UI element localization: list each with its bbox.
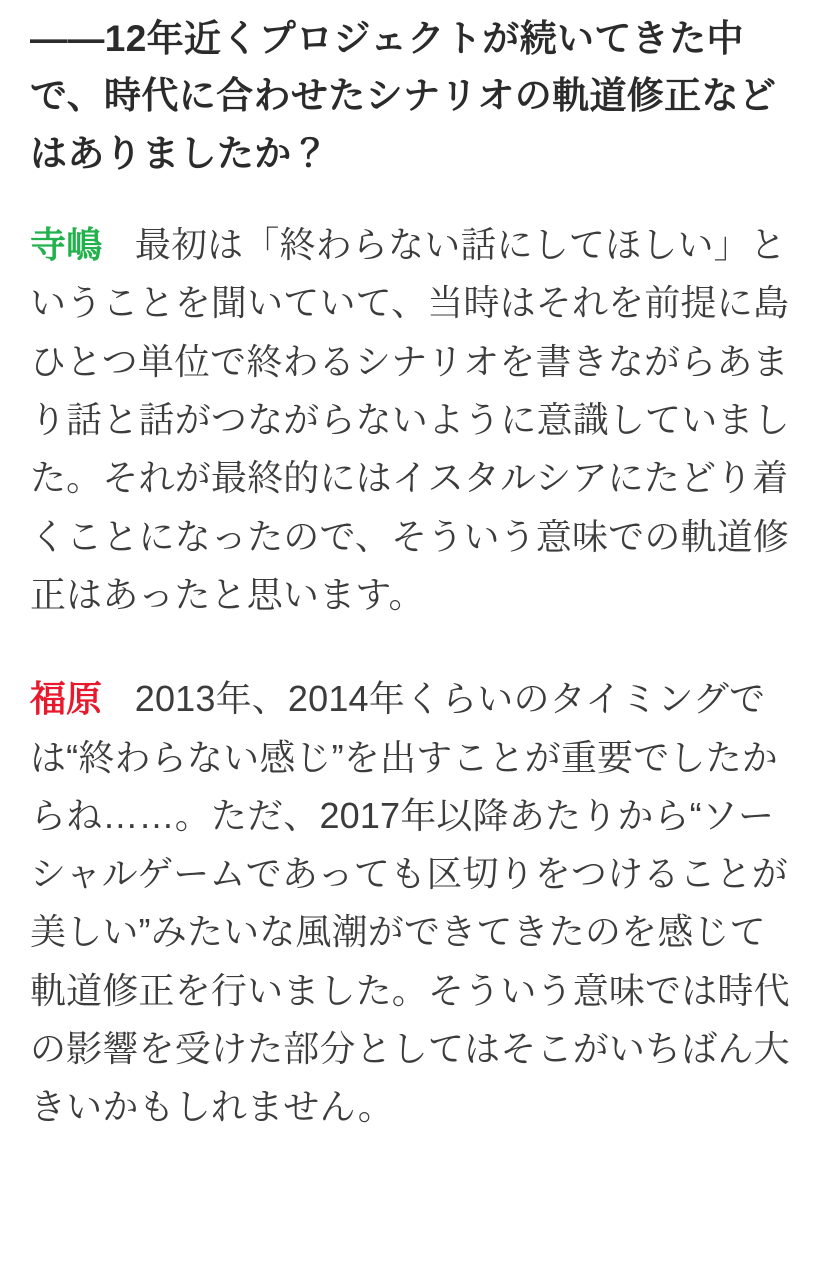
speaker-name-terashima: 寺嶋	[30, 224, 103, 266]
qa-block-fukuhara	[30, 670, 798, 1137]
speaker-name-fukuhara: 福原	[30, 678, 103, 720]
interview-question: ——12年近くプロジェクトが続いてきた中で、時代に合わせたシナリオの軌道修正などはありましたか？	[30, 18, 777, 174]
answer-text-fukuhara: 2013年、2014年くらいのタイミングでは“終わらない感じ”を出すことが重要でしたからね……。ただ、2017年以降あたりから“ソーシャルゲームであっても区切りをつけることが美しい”みたいな風潮ができてきたのを感じて軌道修正を行いました。そういう意味では時代の影響を受けた部分としてはそこがいちばん大きいかもしれません。	[30, 678, 790, 1128]
qa-block-terashima	[30, 216, 798, 624]
answer-text-terashima: 最初は「終わらない話にしてほしい」ということを聞いていて、当時はそれを前提に島ひとつ単位で終わるシナリオを書きながらあまり話と話がつながらないように意識していました。それが最終的にはイスタルシアにたどり着くことになったので、そういう意味での軌道修正はあったと思います。	[30, 224, 790, 615]
article-body	[0, 10, 828, 1137]
